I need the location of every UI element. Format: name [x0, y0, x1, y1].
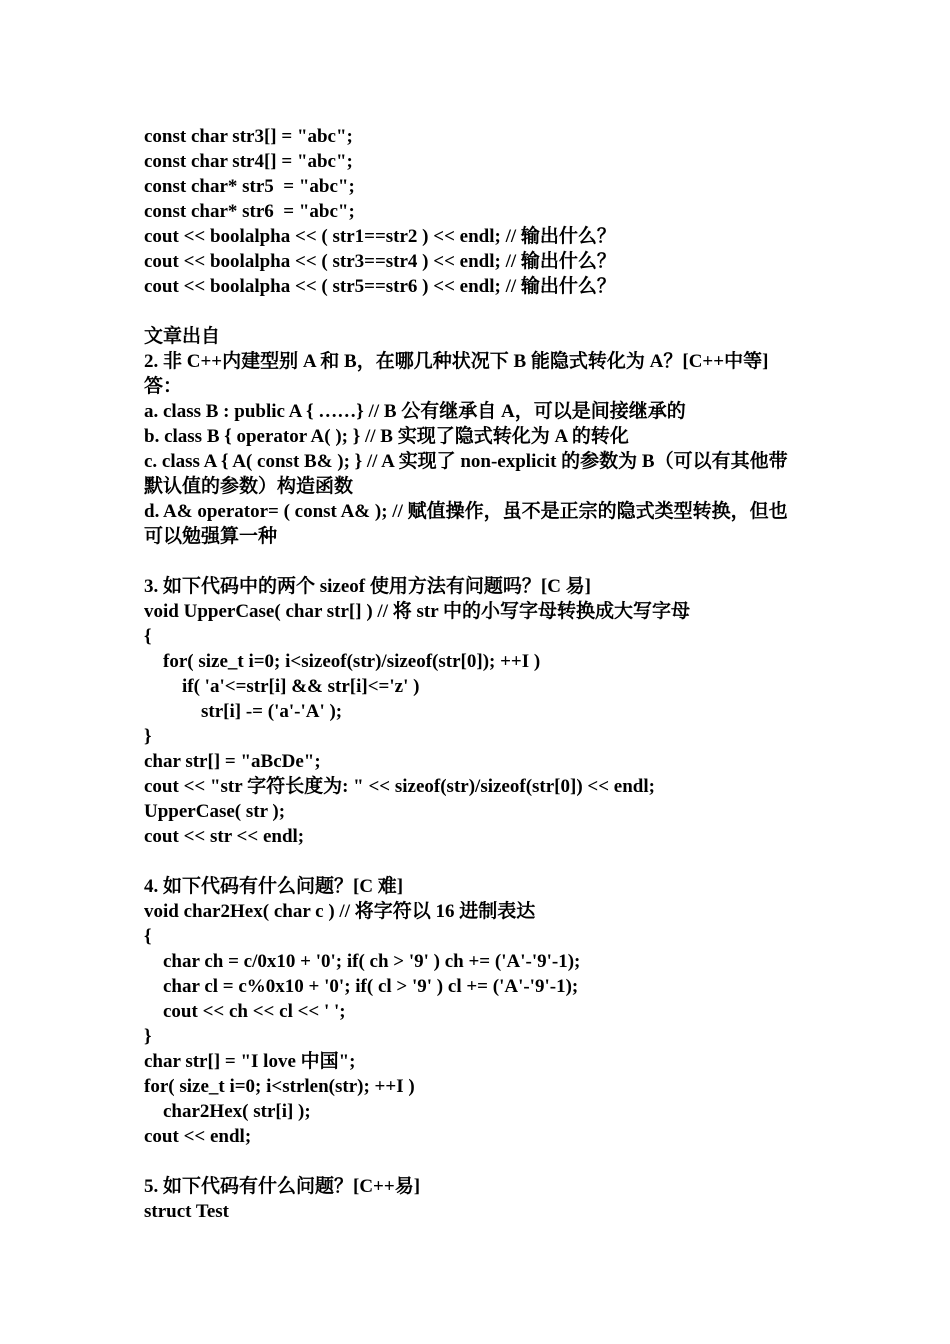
text-line: if( 'a'<=str[i] && str[i]<='z' )	[144, 676, 420, 697]
blank-line	[144, 1149, 824, 1174]
text-line: str[i] -= ('a'-'A' );	[144, 701, 343, 722]
text-line: b. class B { operator A( ); } // B 实现了隐式转化为 A 的转化	[144, 426, 629, 447]
text-line: 文章出自	[144, 326, 221, 347]
text-line: }	[144, 1026, 152, 1047]
text-line: const char* str6 = "abc";	[144, 201, 355, 222]
blank-line	[144, 299, 824, 324]
text-line: cout << boolalpha << ( str1==str2 ) << endl; // 输出什么？	[144, 226, 616, 247]
text-line: const char str4[] = "abc";	[144, 151, 353, 172]
text-line: char str[] = "I love 中国";	[144, 1051, 356, 1072]
text-line: 可以勉强算一种	[144, 526, 278, 547]
text-line: void UpperCase( char str[] ) // 将 str 中的小写字母转换成大写字母	[144, 601, 691, 622]
blank-line	[144, 849, 824, 874]
text-line: a. class B : public A { ……} // B 公有继承自 A，可以是间接继承的	[144, 401, 686, 422]
text-line: d. A& operator= ( const A& ); // 赋值操作，虽不是正宗的隐式类型转换，但也	[144, 501, 788, 522]
text-line: 5. 如下代码有什么问题？[C++易]	[144, 1176, 421, 1197]
text-line: {	[144, 626, 152, 647]
text-line: UpperCase( str );	[144, 801, 286, 822]
text-line: void char2Hex( char c ) // 将字符以 16 进制表达	[144, 901, 536, 922]
text-line: 默认值的参数）构造函数	[144, 476, 354, 497]
text-line: const char str3[] = "abc";	[144, 126, 353, 147]
text-line: cout << boolalpha << ( str3==str4 ) << endl; // 输出什么？	[144, 251, 616, 272]
text-line: cout << endl;	[144, 1126, 252, 1147]
text-line: struct Test	[144, 1201, 229, 1222]
text-line: char2Hex( str[i] );	[144, 1101, 311, 1122]
text-line: const char* str5 = "abc";	[144, 176, 355, 197]
text-line: 4. 如下代码有什么问题？[C 难]	[144, 876, 404, 897]
text-line: 2. 非 C++内建型别 A 和 B，在哪几种状况下 B 能隐式转化为 A？[C++中等]	[144, 351, 769, 372]
text-line: 答：	[144, 376, 183, 397]
blank-line	[144, 549, 824, 574]
text-line: for( size_t i=0; i<strlen(str); ++I )	[144, 1076, 415, 1097]
text-line: cout << "str 字符长度为: " << sizeof(str)/sizeof(str[0]) << endl;	[144, 776, 655, 797]
text-line: c. class A { A( const B& ); } // A 实现了 non-explicit 的参数为 B（可以有其他带	[144, 451, 788, 472]
text-line: }	[144, 726, 152, 747]
text-line: {	[144, 926, 152, 947]
text-line: char ch = c/0x10 + '0'; if( ch > '9' ) ch += ('A'-'9'-1);	[144, 951, 581, 972]
text-line: cout << boolalpha << ( str5==str6 ) << endl; // 输出什么？	[144, 276, 616, 297]
text-line: cout << str << endl;	[144, 826, 305, 847]
document-body	[144, 124, 824, 1224]
text-line: char cl = c%0x10 + '0'; if( cl > '9' ) cl += ('A'-'9'-1);	[144, 976, 579, 997]
text-line: 3. 如下代码中的两个 sizeof 使用方法有问题吗？[C 易]	[144, 576, 591, 597]
text-line: cout << ch << cl << ' ';	[144, 1001, 346, 1022]
text-line: char str[] = "aBcDe";	[144, 751, 321, 772]
text-line: for( size_t i=0; i<sizeof(str)/sizeof(str[0]); ++I )	[144, 651, 541, 672]
